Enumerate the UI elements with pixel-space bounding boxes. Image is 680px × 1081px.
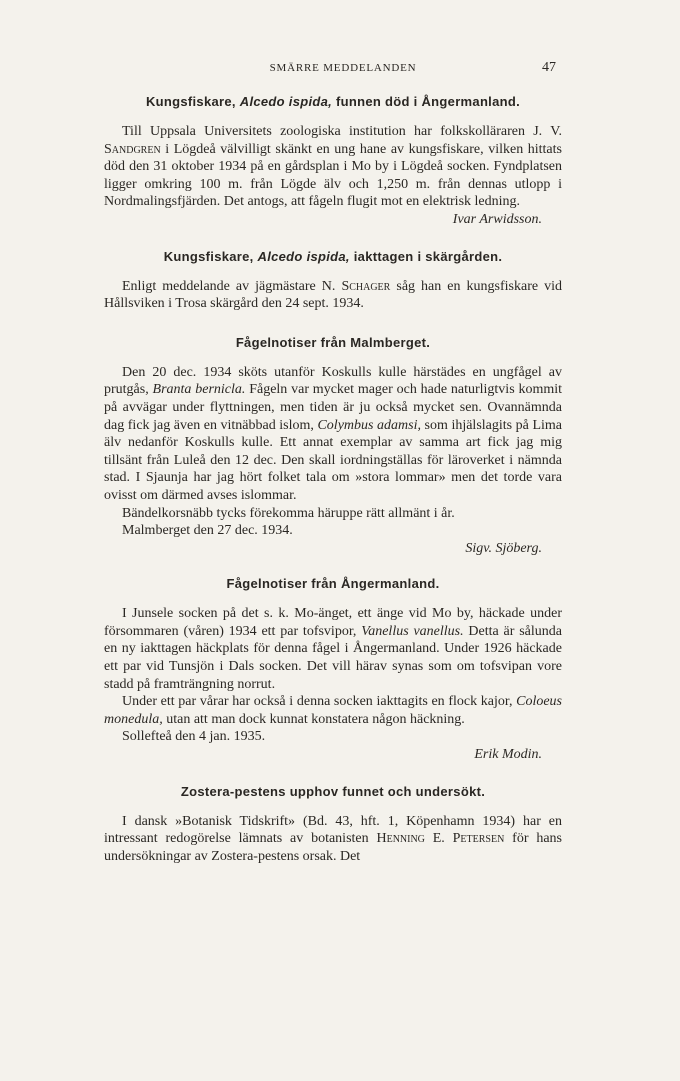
section-kungsfiskare-angermanland [104, 94, 562, 229]
signature: Ivar Arwidsson. [452, 211, 542, 227]
person-name: Schager [341, 278, 391, 294]
heading-species: Alcedo ispida, [257, 248, 350, 264]
paragraph [104, 123, 562, 211]
text: Till Uppsala Universitets zoologiska institution har folkskolläraren J. V. [122, 124, 562, 139]
running-title: SMÄRRE MEDDELANDEN [269, 62, 417, 74]
species-name: Colymbus adamsi, [317, 417, 421, 433]
section-heading: Zostera-pestens upphov funnet och undersökt. [180, 783, 486, 799]
text: i Lögdeå välvilligt skänkt en ung hane av kungsfiskare, vilken hittats död den 31 oktober 1934 på en gårdsplan i Mo by i Lögdeå socken. Fyndplatsen ligger omkring 100 m. från Lögde älv och 1,250 m. från dennas utlopp i Nordmalingsfjärden. Det antogs, att fågeln flugit mot en elektrisk ledning. [104, 141, 562, 210]
text: Enligt meddelande av jägmästare N. [122, 278, 342, 294]
page-number: 47 [542, 60, 556, 75]
section-kungsfiskare-skargarden [104, 249, 562, 313]
paragraph [104, 364, 562, 505]
species-name: Vanellus vanellus. [361, 623, 464, 639]
person-name: Sandgren [104, 141, 161, 157]
heading-text: iakttagen i skärgården. [349, 248, 503, 264]
text: I Junsele socken på det s. k. Mo-änget, ett änge vid Mo by, häckade under försommaren (våren) 1934 ett par tofsvipor, [104, 606, 562, 639]
heading-species: Alcedo ispida, [239, 94, 333, 109]
section-heading: Fågelnotiser från Malmberget. [235, 334, 431, 350]
heading-text: funnen död i Ångermanland. [332, 94, 521, 109]
section-heading [104, 249, 562, 265]
article-body [104, 94, 562, 865]
text: Den 20 dec. 1934 sköts utanför Koskulls kulle härstädes en ungfågel av prutgås, [104, 364, 562, 398]
signature: Erik Modin. [474, 747, 542, 763]
text: Fågeln var mycket mager och hade naturligtvis kommit på avvägar under flyttningen, men tiden är ju också mycket sen. Ovannämnda dag fick jag även en vitnäbbad islom, [104, 382, 563, 433]
paragraph: Bändelkorsnäbb tycks förekomma häruppe rätt allmänt i år. [122, 505, 455, 521]
section-zostera-pesten [104, 784, 562, 866]
paragraph [104, 813, 562, 866]
section-heading [104, 94, 562, 110]
heading-text: Kungsfiskare, [163, 248, 258, 264]
paragraph [104, 693, 562, 728]
text: för hans undersökningar av Zostera-pestens orsak. Det [104, 831, 562, 864]
person-name: Henning E. Petersen [376, 831, 505, 847]
section-heading: Fågelnotiser från Ångermanland. [226, 576, 440, 592]
text: utan att man dock kunnat konstatera någon häckning. [162, 711, 465, 727]
paragraph [104, 278, 562, 313]
text: I dansk »Botanisk Tidskrift» (Bd. 43, hft. 1, Köpenhamn 1934) har en intressant redogörelse lämnats av botanisten [104, 813, 562, 847]
signature: Sigv. Sjöberg. [465, 540, 542, 556]
page-header [104, 60, 556, 76]
section-angermanland-notiser [104, 576, 562, 763]
heading-text: Kungsfiskare, [145, 94, 240, 109]
text: Detta är sålunda en ny iakttagen häckplats för denna fågel i Ångermanland. Under 1926 häckade ett par vid Tunsjön i Dals socken. Det vill härav synas som om tofsvipan vore stadd på framträngning norrut. [104, 623, 562, 692]
text: som ihjälslagits på Lima älv nedanför Koskulls kulle. Ett annat exemplar av samma art fick jag mig tillsänt från Luleå den 12 dec. Den skall iordningställas för läroverket i nämnda stad. I Sjaunja har jag hört folket tala om »stora lommar» men det torde vara ovisst om därmed avses islommar. [104, 417, 562, 503]
species-name: Branta bernicla. [152, 382, 246, 398]
dateline: Sollefteå den 4 jan. 1935. [122, 729, 266, 745]
text: Under ett par vårar har också i denna socken iakttagits en flock kajor, [122, 694, 517, 710]
paragraph [104, 605, 562, 693]
dateline: Malmberget den 27 dec. 1934. [122, 523, 293, 539]
text: såg han en kungsfiskare vid Hållsviken i Trosa skärgård den 24 sept. 1934. [104, 278, 562, 312]
section-malmberget [104, 335, 562, 558]
species-name: Coloeus monedula, [104, 694, 562, 727]
